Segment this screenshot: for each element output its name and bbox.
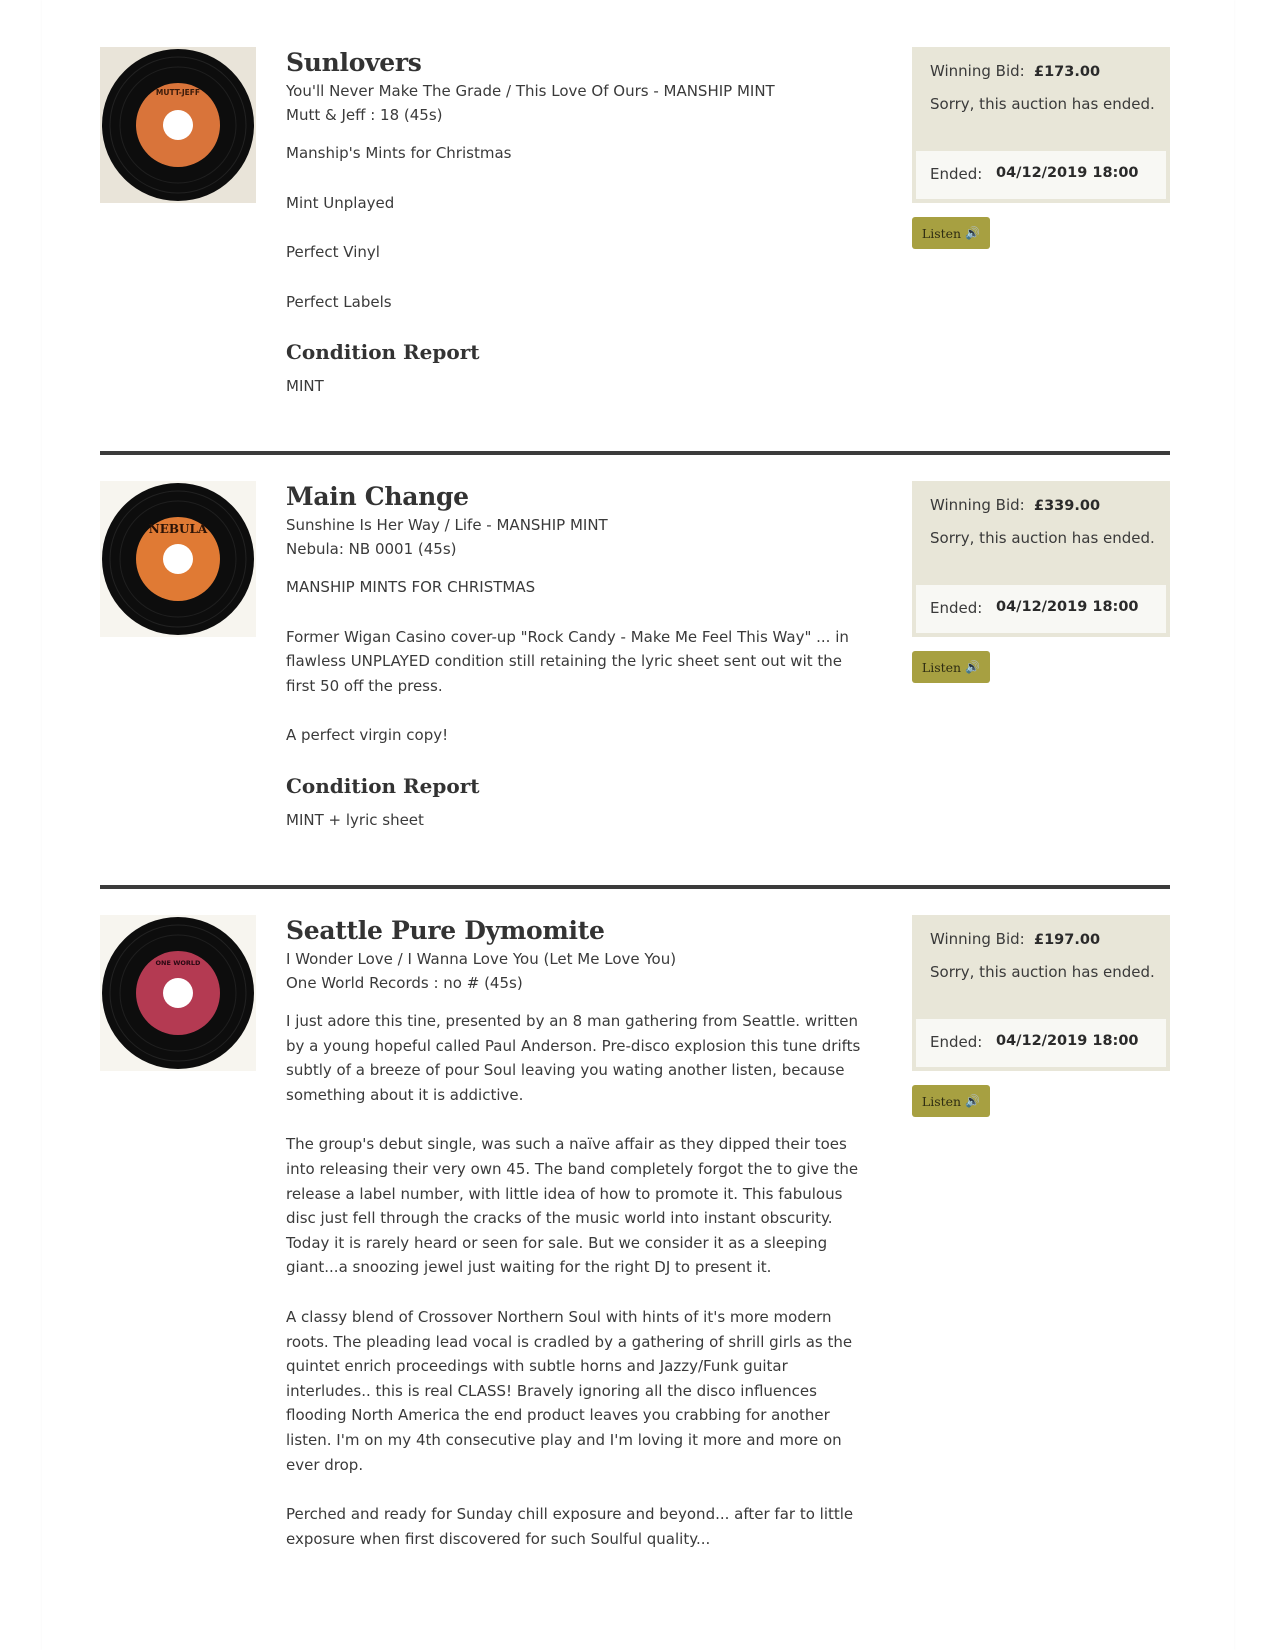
description-paragraph: Perched and ready for Sunday chill exposure and beyond... after far to little exposure when first discovered for such Soulful quality... — [286, 1505, 854, 1548]
lot-title[interactable]: Seattle Pure Dymomite — [286, 916, 605, 945]
lot-divider — [100, 885, 1170, 889]
record-label-text: NEBULA — [148, 522, 208, 536]
winning-bid-row — [930, 496, 1100, 514]
description-line: Mint Unplayed — [286, 193, 395, 212]
record-label-text: ONE WORLD — [155, 959, 201, 967]
track-titles: You'll Never Make The Grade / This Love Of Ours - MANSHIP MINT — [286, 82, 775, 100]
vinyl-record-icon — [100, 481, 256, 637]
record-label-text: MUTT-JEFF — [155, 88, 201, 97]
description-paragraph: The group's debut single, was such a naïve affair as they dipped their toes into releasing their very own 45. The band completely forgot the to give the release a label number, with little idea of how to promote it. This fabulous disc just fell through the cracks of the music world into instant obscurity. Today it is rarely heard or seen for sale. But we consider it as a sleeping giant...a snoozing jewel just waiting for the right DJ to present it. — [286, 1135, 859, 1277]
auction-ended-message: Sorry, this auction has ended. — [930, 963, 1155, 981]
ended-date: 04/12/2019 18:00 — [996, 1033, 1139, 1049]
condition-report-heading: Condition Report — [286, 773, 480, 798]
bid-status-box — [912, 481, 1170, 637]
ended-date-box — [916, 585, 1166, 633]
record-thumbnail[interactable] — [100, 915, 256, 1071]
condition-report-heading: Condition Report — [286, 340, 480, 365]
winning-bid-amount: £173.00 — [1034, 64, 1101, 80]
ended-label: Ended: — [930, 165, 983, 183]
condition-value: MINT + lyric sheet — [286, 810, 424, 829]
description-paragraph: Former Wigan Casino cover-up "Rock Candy - Make Me Feel This Way" ... in flawless UNPLAYED condition still retaining the lyric sheet sent out wit the first 50 off the press. — [286, 627, 849, 695]
winning-bid-amount: £339.00 — [1034, 498, 1101, 514]
ended-date-box — [916, 151, 1166, 199]
listen-button[interactable] — [912, 1085, 990, 1117]
auction-ended-message: Sorry, this auction has ended. — [930, 529, 1155, 547]
description-line: A perfect virgin copy! — [286, 726, 449, 745]
winning-bid-label: Winning Bid: — [930, 496, 1025, 514]
listen-label: Listen — [921, 225, 962, 241]
speaker-icon: 🔊 — [965, 226, 981, 240]
lot-divider — [100, 451, 1170, 455]
winning-bid-row — [930, 930, 1100, 948]
bid-status-box — [912, 47, 1170, 203]
ended-date: 04/12/2019 18:00 — [996, 165, 1139, 181]
listen-button[interactable] — [912, 651, 990, 683]
speaker-icon: 🔊 — [965, 1094, 981, 1108]
listen-label: Listen — [921, 1093, 962, 1109]
ended-date-box — [916, 1019, 1166, 1067]
ended-label: Ended: — [930, 1033, 983, 1051]
lot-info — [286, 481, 876, 833]
vinyl-record-icon — [100, 915, 256, 1071]
winning-bid-row — [930, 62, 1100, 80]
lot-title[interactable]: Main Change — [286, 482, 469, 511]
label-info: One World Records : no # (45s) — [286, 974, 523, 992]
listen-button[interactable] — [912, 217, 990, 249]
record-thumbnail[interactable] — [100, 481, 256, 637]
ended-date: 04/12/2019 18:00 — [996, 599, 1139, 615]
listen-label: Listen — [921, 659, 962, 675]
description-paragraph: A classy blend of Crossover Northern Soul with hints of it's more modern roots. The pleading lead vocal is cradled by a gathering of shrill girls as the quintet enrich proceedings with subtle horns and Jazzy/Funk guitar interludes.. this is real CLASS! Bravely ignoring all the disco influences flooding North America the end product leaves you crabbing for another listen. I'm on my 4th consecutive play and I'm loving it more and more on ever drop. — [286, 1307, 853, 1474]
label-info: Mutt & Jeff : 18 (45s) — [286, 106, 443, 124]
winning-bid-label: Winning Bid: — [930, 62, 1025, 80]
condition-value: MINT — [286, 377, 324, 396]
record-thumbnail[interactable] — [100, 47, 256, 203]
track-titles: Sunshine Is Her Way / Life - MANSHIP MINT — [286, 516, 608, 534]
speaker-icon: 🔊 — [965, 660, 981, 674]
description-paragraph: I just adore this tine, presented by an 8 man gathering from Seattle. written by a young hopeful called Paul Anderson. Pre-disco explosion this tune drifts subtly of a breeze of pour Soul leaving you wating another listen, because something about it is addictive. — [286, 1012, 861, 1104]
ended-label: Ended: — [930, 599, 983, 617]
description-line: MANSHIP MINTS FOR CHRISTMAS — [286, 578, 536, 596]
auction-ended-message: Sorry, this auction has ended. — [930, 95, 1155, 113]
description-line: Manship's Mints for Christmas — [286, 144, 512, 162]
lot-info — [286, 47, 876, 399]
description-line: Perfect Labels — [286, 292, 392, 311]
winning-bid-label: Winning Bid: — [930, 930, 1025, 948]
bid-status-box — [912, 915, 1170, 1071]
track-titles: I Wonder Love / I Wanna Love You (Let Me Love You) — [286, 950, 677, 968]
lot-title[interactable]: Sunlovers — [286, 48, 422, 77]
vinyl-record-icon — [100, 47, 256, 203]
winning-bid-amount: £197.00 — [1034, 932, 1101, 948]
lot-info — [286, 915, 876, 1551]
description-line: Perfect Vinyl — [286, 243, 380, 262]
label-info: Nebula: NB 0001 (45s) — [286, 540, 457, 558]
